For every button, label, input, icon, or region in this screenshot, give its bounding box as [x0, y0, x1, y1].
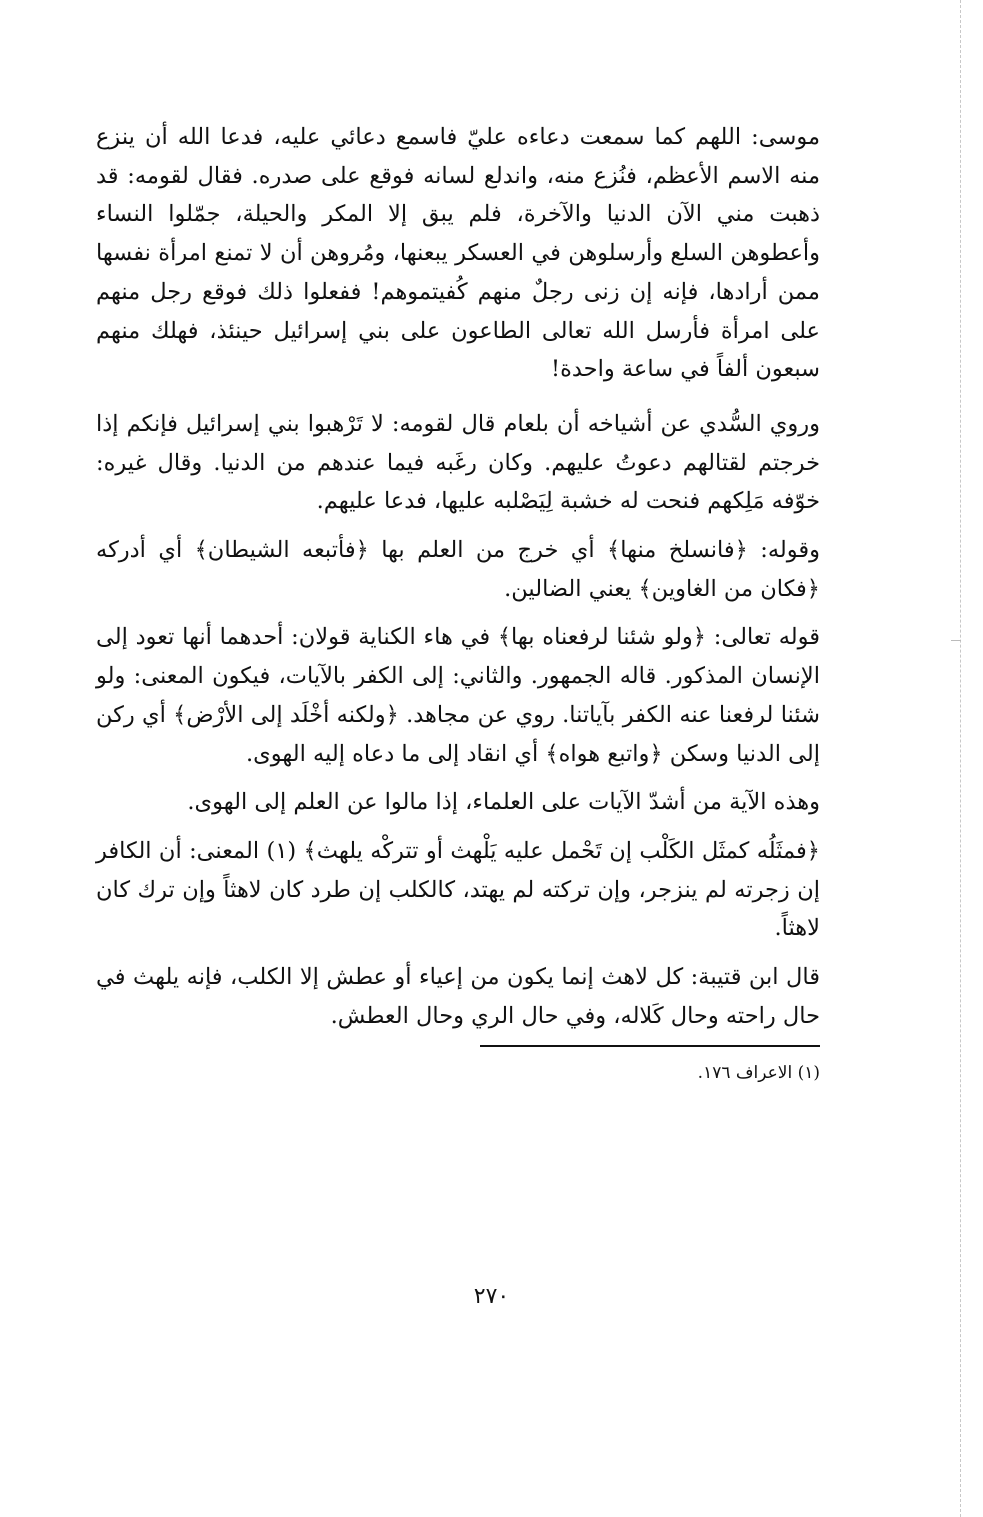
footnote-divider [480, 1045, 820, 1047]
paragraph-7: قال ابن قتيبة: كل لاهث إنما يكون من إعياء أو عطش إلا الكلب، فإنه يلهث في حال راحته وحال كَلاله، وفي حال الري وحال العطش. [96, 964, 820, 1029]
footnote: (١) الاعراف ١٧٦. [697, 1063, 820, 1084]
page-body [96, 118, 820, 1087]
paragraph-1: موسى: اللهم كما سمعت دعاءه عليّ فاسمع دعائي عليه، فدعا الله أن ينزع منه الاسم الأعظم، فنُزع منه، واندلع لسانه فوقع على صدره. فقال لقومه: قد ذهبت مني الآن الدنيا والآخرة، فلم يبق إلا المكر والحيلة، جمّلوا النساء وأعطوهن السلع وأرسلوهن في العسكر يبعنها، ومُروهن أن لا تمنع امرأة نفسها ممن أرادها، فإنه إن زنى رجلٌ منهم كُفيتموهم! ففعلوا ذلك فوقع رجل منهم على امرأة فأرسل الله تعالى الطاعون على بني إسرائيل حينئذ، فهلك منهم سبعون ألفاً في ساعة واحدة! [96, 124, 820, 383]
paragraph-5: وهذه الآية من أشدّ الآيات على العلماء، إذا مالوا عن العلم إلى الهوى. [187, 789, 820, 816]
paragraph-4: قوله تعالى: ﴿ولو شئنا لرفعناه بها﴾ في هاء الكناية قولان: أحدهما أنها تعود إلى الإنسان المذكور. قاله الجمهور. والثاني: إلى الكفر بالآيات، فيكون المعنى: ولو شئنا لرفعنا عنه الكفر بآياتنا. روي عن مجاهد. ﴿ولكنه أخْلَد إلى الأرْض﴾ أي ركن إلى الدنيا وسكن ﴿واتبع هواه﴾ أي انقاد إلى ما دعاه إليه الهوى. [96, 624, 820, 767]
paragraph-2: وروي السُّدي عن أشياخه أن بلعام قال لقومه: لا تَرْهبوا بني إسرائيل فإنكم إذا خرجتم لقتالهم دعوتُ عليهم. وكان رغَبه فيما عندهم من الدنيا. وقال غيره: خوّفه مَلِكهم فنحت له خشبة لِيَصْلبه عليها، فدعا عليهم. [96, 410, 820, 515]
paragraph-6: ﴿فمثَلُه كمثَل الكَلْب إن تَحْمل عليه يَلْهث أو تتركْه يلهث﴾ (١) المعنى: أن الكافر إن زجرته لم ينزجر، وإن تركته لم يهتد، كالكلب إن طرد كان لاهثاً وإن ترك كان لاهثاً. [96, 837, 820, 942]
page-number: ٢٧٠ [473, 1284, 510, 1309]
scan-margin-tick [951, 640, 961, 641]
paragraph-3: وقوله: ﴿فانسلخ منها﴾ أي خرج من العلم بها ﴿فأتبعه الشيطان﴾ أي أدركه ﴿فكان من الغاوين﴾ يعني الضالين. [96, 537, 820, 602]
